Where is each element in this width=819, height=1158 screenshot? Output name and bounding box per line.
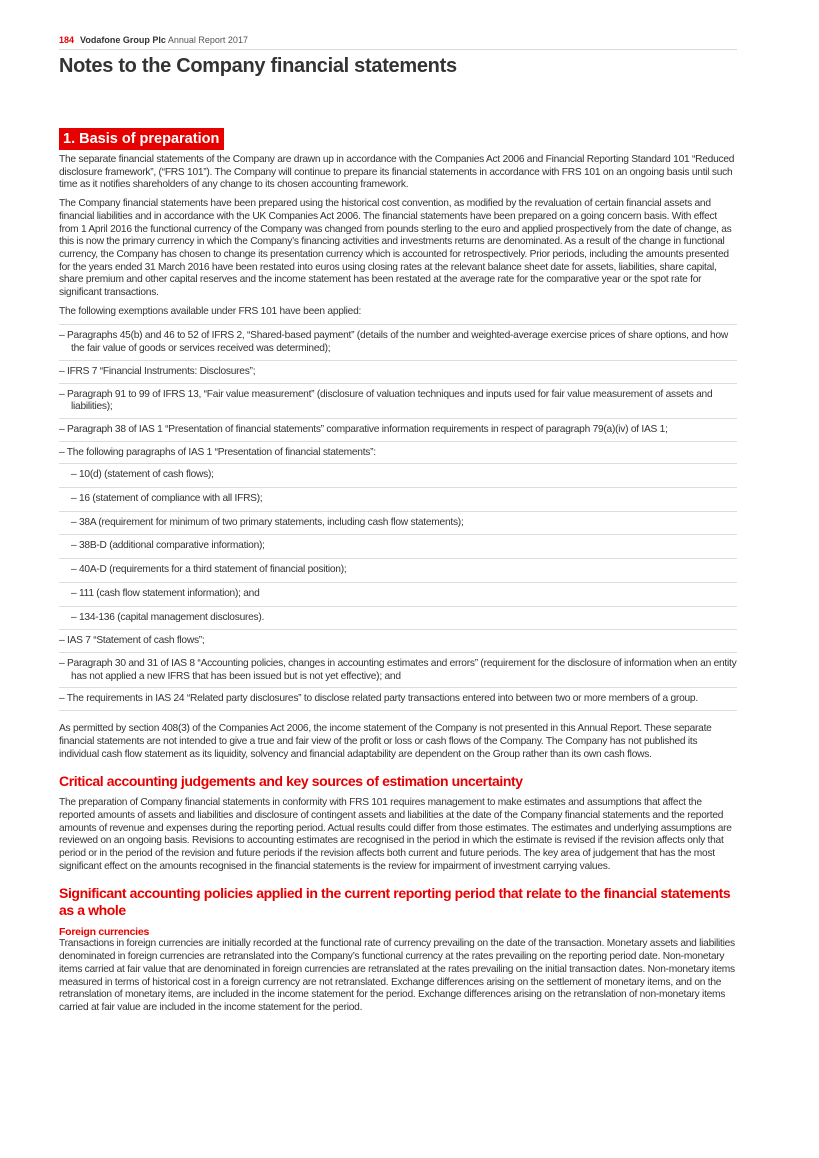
section-heading-basis: 1. Basis of preparation xyxy=(59,128,224,150)
critical-judgements-heading: Critical accounting judgements and key sources of estimation uncertainty xyxy=(59,773,523,790)
paragraph-basis-2: The Company financial statements have been prepared using the historical cost convention, as modified by the revaluation of certain financial assets and financial liabilities and in accordance with the UK Companies Act 2006. The financial statements have been prepared on a going concern basis. With effect from 1 April 2016 the functional currency of the Company was changed from pounds sterling to the euro and applied prospectively from the date of change, as this is now the primary currency in which the Company’s financing activities and investments returns are denominated. As a result of the change in functional currency, the Company has chosen to change its presentation currency which is accounted for retrospectively. Prior periods, including the amounts presented for the years ended 31 March 2016 have been restated into euros using closing rates at the relevant balance sheet date for assets, liabilities, share capital, share premium and other capital reserves and the income statement has been restated at the average rate for the comparative year or the spot rate for significant transactions. xyxy=(59,198,732,299)
sub-list-item: – 38A (requirement for minimum of two primary statements, including cash flow statements); xyxy=(59,512,737,536)
company-name: Vodafone Group Plc xyxy=(80,35,166,45)
list-item: – The requirements in IAS 24 “Related party disclosures” to disclose related party transactions entered into between two or more members of a group. xyxy=(59,688,737,711)
critical-judgements-paragraph: The preparation of Company financial statements in conformity with FRS 101 requires management to make estimates and assumptions that affect the reported amounts of assets and liabilities and disclosure of contingent assets and liabilities at the date of the Company financial statements and the reported amounts of revenue and expenses during the reporting period. Actual results could differ from those estimates. The estimates and underlying assumptions are reviewed on an ongoing basis. Revisions to accounting estimates are recognised in the period in which the estimate is revised if the revision affects only that period or in the period of the revision and future periods if the revision affects both current and future periods. The key area of judgement that has the most significant effect on the amounts recognised in the financial statements is the review for impairment of investment carrying values. xyxy=(59,797,732,872)
list-item: – IAS 7 “Statement of cash flows”; xyxy=(59,630,737,653)
sub-list-item: – 10(d) (statement of cash flows); xyxy=(59,464,737,488)
sub-list-item: – 16 (statement of compliance with all IFRS); xyxy=(59,488,737,512)
significant-policies-heading: Significant accounting policies applied in the current reporting period that relate to the financial statements as a whole xyxy=(59,885,731,919)
sub-list-item: – 40A-D (requirements for a third statement of financial position); xyxy=(59,559,737,583)
exemptions-list xyxy=(59,324,737,711)
report-name: Annual Report 2017 xyxy=(167,35,248,45)
sub-list-item: – 38B-D (additional comparative information); xyxy=(59,535,737,559)
paragraph-basis-1: The separate financial statements of the Company are drawn up in accordance with the Companies Act 2006 and Financial Reporting Standard 101 “Reduced disclosure framework”, (“FRS 101”). The Company will continue to prepare its financial statements in accordance with FRS 101 on an ongoing basis until such time as it notifies shareholders of any change to its chosen accounting framework. xyxy=(59,154,735,191)
list-item: – IFRS 7 “Financial Instruments: Disclosures”; xyxy=(59,361,737,384)
list-item: – Paragraph 91 to 99 of IFRS 13, “Fair value measurement” (disclosure of valuation techniques and inputs used for fair value measurement of assets and liabilities); xyxy=(59,384,737,419)
list-item: – Paragraph 38 of IAS 1 “Presentation of financial statements” comparative information requirements in respect of paragraph 79(a)(iv) of IAS 1; xyxy=(59,419,737,442)
list-item: – The following paragraphs of IAS 1 “Presentation of financial statements”: xyxy=(59,442,737,465)
page-number: 184 xyxy=(59,35,75,45)
sub-list-item: – 134-136 (capital management disclosures). xyxy=(59,607,737,631)
list-item: – Paragraph 30 and 31 of IAS 8 “Accounting policies, changes in accounting estimates and errors” (requirement for the disclosure of information when an entity has not applied a new IFRS that has been issued but is not yet effective); and xyxy=(59,653,737,688)
running-header xyxy=(59,35,248,45)
paragraph-closing: As permitted by section 408(3) of the Companies Act 2006, the income statement of the Company is not presented in this Annual Report. These separate financial statements are not intended to give a true and fair view of the profit or loss or cash flows of the Company. The Company has not published its individual cash flow statement as its liquidity, solvency and financial adaptability are dependent on the Group rather than its own cash flows. xyxy=(59,723,712,760)
document-body xyxy=(59,154,737,1021)
page-title: Notes to the Company financial statements xyxy=(59,55,457,77)
foreign-currencies-heading: Foreign currencies xyxy=(59,926,150,939)
header-divider xyxy=(59,49,737,50)
list-item: – Paragraphs 45(b) and 46 to 52 of IFRS 2, “Shared-based payment” (details of the number and weighted-average exercise prices of share options, and how the fair value of goods or services received was determined); xyxy=(59,325,737,360)
foreign-currencies-paragraph: Transactions in foreign currencies are initially recorded at the functional rate of currency prevailing on the date of the transaction. Monetary assets and liabilities denominated in foreign currencies are retranslated into the Company’s functional currency at the rates prevailing on the reporting period date. Non-monetary items carried at fair value that are denominated in foreign currencies are retranslated at the rates prevailing on the initial transaction dates. Non-monetary items measured in terms of historical cost in a foreign currency are not retranslated. Exchange differences arising on the settlement of monetary items, and on the retranslation of monetary items, are included in the income statement for the period. Exchange differences arising on the retranslation of non-monetary items carried at fair value are included in the income statement for the period. xyxy=(59,938,735,1013)
paragraph-exemptions-intro: The following exemptions available under FRS 101 have been applied: xyxy=(59,305,362,317)
sub-list-item: – 111 (cash flow statement information); and xyxy=(59,583,737,607)
